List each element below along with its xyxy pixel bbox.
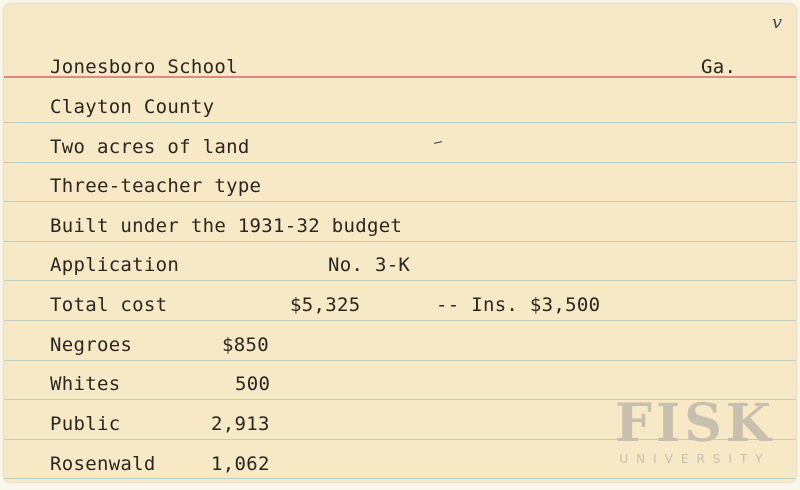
whites-value: 500	[235, 373, 271, 395]
logo-subtitle: UNIVERSITY	[619, 452, 771, 466]
ruled-line	[4, 241, 796, 242]
budget-year: Built under the 1931-32 budget	[50, 215, 403, 237]
whites-label: Whites	[50, 373, 121, 395]
total-cost-value: $5,325	[290, 294, 361, 316]
ruled-line	[4, 122, 796, 123]
logo-wordmark: FISK	[615, 393, 775, 454]
check-mark: v	[771, 12, 782, 33]
ruled-line	[4, 162, 796, 163]
ruled-line	[4, 478, 796, 479]
public-value: 2,913	[211, 413, 270, 435]
stray-mark	[434, 141, 442, 144]
application-label: Application	[50, 254, 180, 276]
ruled-line	[4, 280, 796, 281]
rosenwald-label: Rosenwald	[50, 453, 156, 475]
rosenwald-value: 1,062	[211, 453, 270, 475]
application-number: No. 3-K	[328, 254, 411, 276]
land-size: Two acres of land	[50, 136, 250, 158]
negroes-label: Negroes	[50, 334, 133, 356]
index-card	[4, 4, 796, 482]
public-label: Public	[50, 413, 121, 435]
school-type: Three-teacher type	[50, 175, 262, 197]
fisk-watermark-logo	[610, 393, 780, 466]
state-abbrev: Ga.	[701, 56, 737, 78]
total-cost-label: Total cost	[50, 294, 168, 316]
ruled-line	[4, 320, 796, 321]
insurance-amount: -- Ins. $3,500	[436, 294, 601, 316]
ruled-line	[4, 201, 796, 202]
school-name: Jonesboro School	[50, 56, 238, 78]
county: Clayton County	[50, 96, 215, 118]
negroes-value: $850	[222, 334, 269, 356]
ruled-line	[4, 360, 796, 361]
